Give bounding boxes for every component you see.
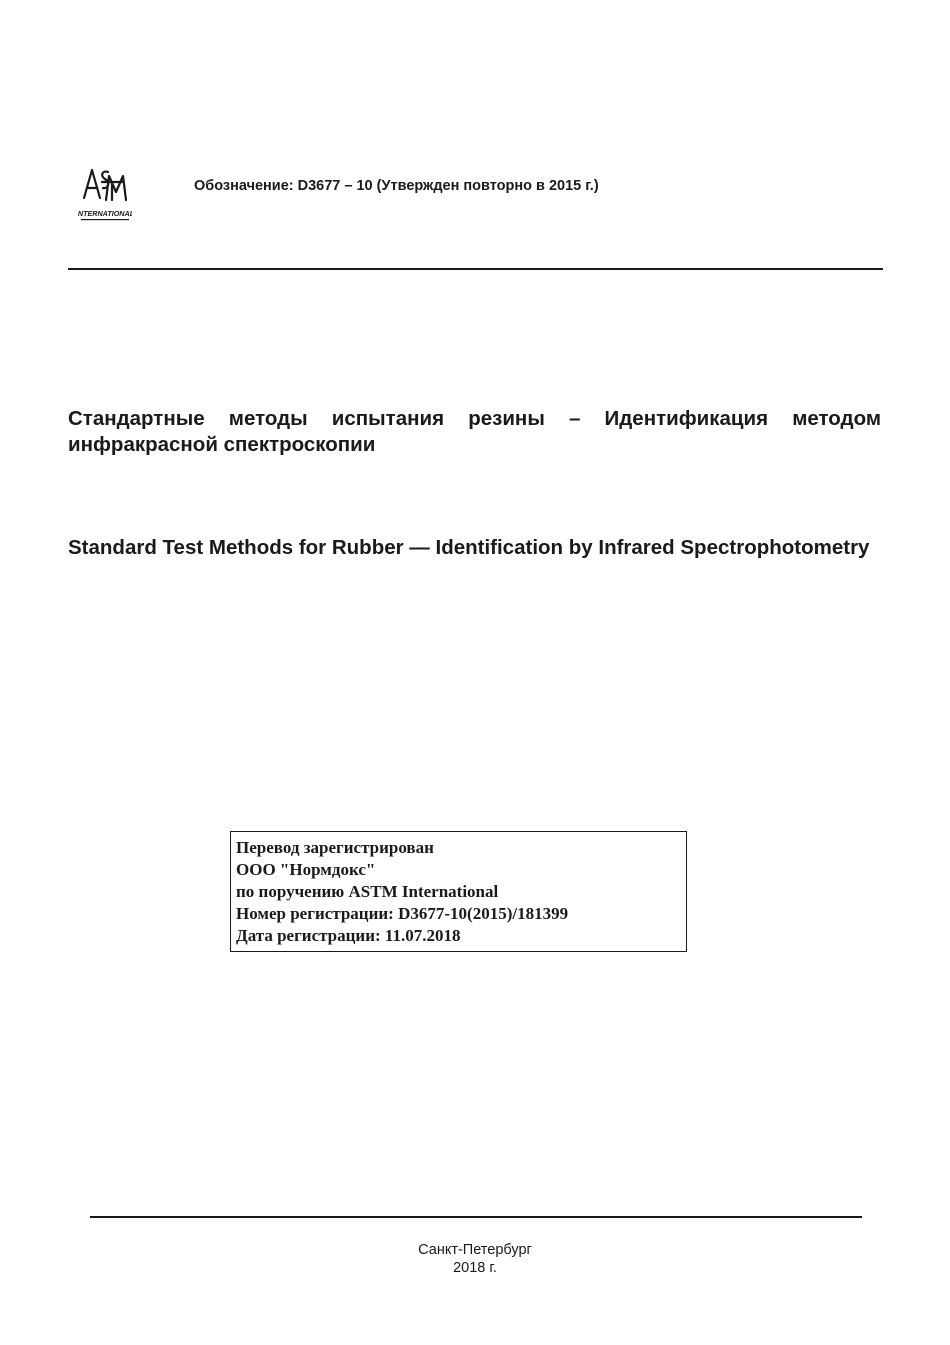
registration-line: Перевод зарегистрирован (236, 838, 434, 857)
top-divider (68, 268, 883, 270)
logo-text: INTERNATIONAL (78, 209, 132, 218)
document-designation: Обозначение: D3677 – 10 (Утвержден повторно в 2015 г.) (194, 178, 599, 194)
registration-line: по поручению ASTM International (236, 882, 499, 901)
registration-line: ООО "Нормдокс" (236, 860, 376, 879)
footer (375, 1241, 575, 1277)
bottom-divider (90, 1216, 862, 1218)
registration-line: Дата регистрации: 11.07.2018 (236, 926, 461, 945)
title-russian: Стандартные методы испытания резины – Идентификация методом инфракрасной спектроскопии (68, 407, 881, 456)
footer-year: 2018 г. (453, 1260, 497, 1276)
registration-box (230, 831, 687, 952)
astm-logo-icon (78, 162, 132, 224)
registration-line: Номер регистрации: D3677-10(2015)/181399 (236, 904, 569, 923)
title-english: Standard Test Methods for Rubber — Identification by Infrared Spectrophotometry (68, 536, 870, 559)
footer-city: Санкт-Петербург (418, 1242, 532, 1258)
